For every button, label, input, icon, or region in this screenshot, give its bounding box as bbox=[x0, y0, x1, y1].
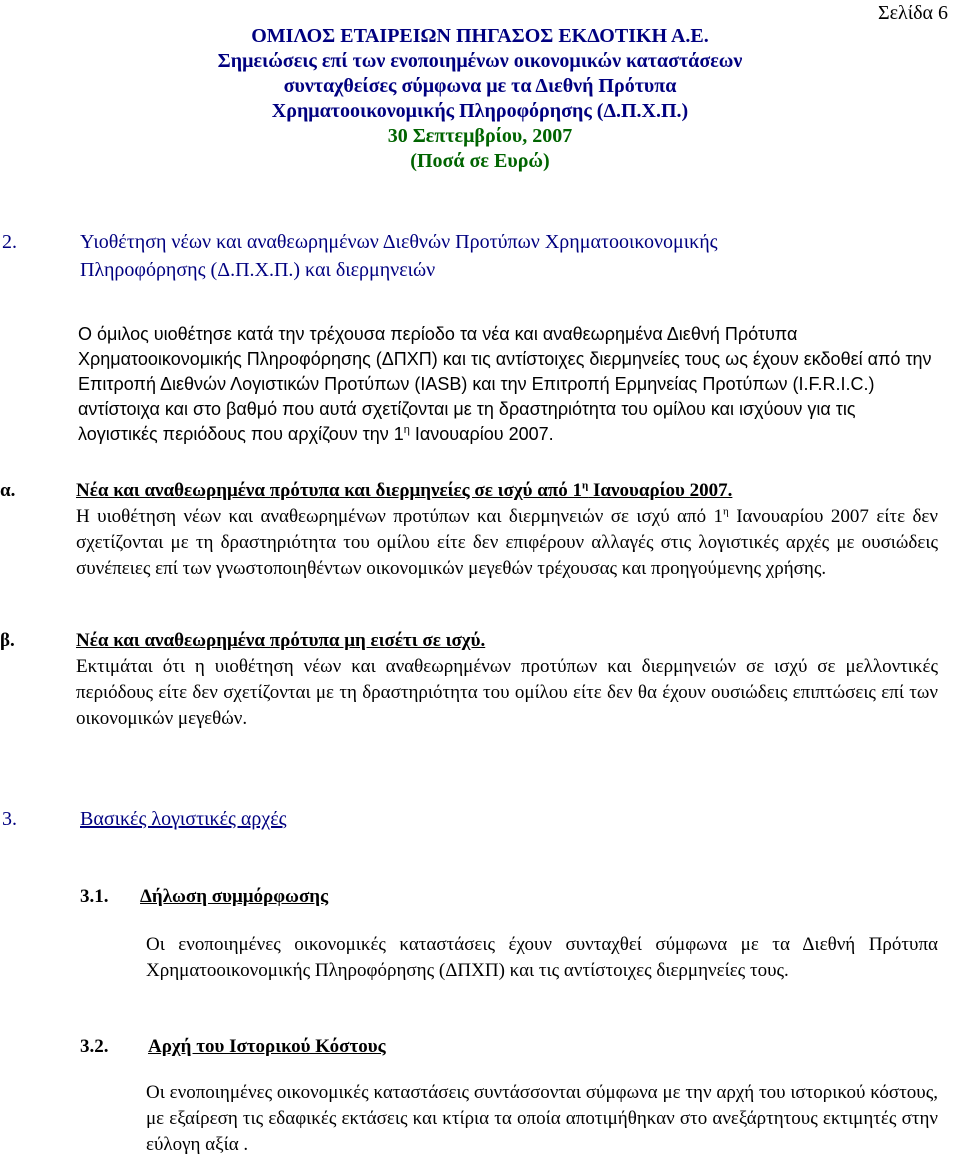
header-date: 30 Σεπτεμβρίου, 2007 bbox=[387, 125, 573, 147]
a-title-superscript: η bbox=[582, 479, 589, 492]
subsection-3-1-title: Δήλωση συμμόρφωσης bbox=[140, 886, 329, 907]
document-header bbox=[0, 24, 960, 174]
header-line-2: συνταχθείσες σύμφωνα με τα Διεθνή Πρότυπα bbox=[283, 75, 677, 97]
section-3-title bbox=[2, 805, 860, 833]
company-name: ΟΜΙΛΟΣ ΕΤΑΙΡΕΙΩΝ ΠΗΓΑΣΟΣ ΕΚΔΟΤΙΚΗ Α.Ε. bbox=[251, 25, 709, 47]
a-title-part-1: Νέα και αναθεωρημένα πρότυπα και διερμηνείες σε ισχύ από 1 bbox=[76, 480, 583, 501]
subsection-b-title: Νέα και αναθεωρημένα πρότυπα μη εισέτι σε ισχύ. bbox=[76, 630, 486, 651]
subsection-3-1-number: 3.1. bbox=[80, 886, 109, 907]
section-2-number: 2. bbox=[2, 231, 17, 253]
section-3-number: 3. bbox=[2, 808, 17, 830]
header-currency: (Ποσά σε Ευρώ) bbox=[410, 150, 550, 172]
intro-superscript: η bbox=[403, 424, 410, 436]
subsection-a-text bbox=[76, 504, 938, 582]
subsection-3-1-text: Οι ενοποιημένες οικονομικές καταστάσεις έχουν συνταχθεί σύμφωνα με τα Διεθνή Πρότυπα Χρηματοοικονομικής Πληροφόρησης (ΔΠΧΠ) και τις αντίστοιχες διερμηνείες τους. bbox=[146, 934, 938, 981]
section-2-title bbox=[2, 228, 860, 284]
subsection-b-label: β. bbox=[0, 630, 15, 651]
a-text-superscript: η bbox=[723, 505, 729, 518]
intro-text-part-2: Ιανουαρίου 2007. bbox=[409, 424, 554, 444]
section-3-title-text: Βασικές λογιστικές αρχές bbox=[80, 808, 287, 830]
section-2-intro bbox=[78, 322, 938, 447]
section-2-title-line-2: Πληροφόρησης (Δ.Π.Χ.Π.) και διερμηνειών bbox=[80, 259, 436, 281]
subsection-a-title bbox=[76, 478, 896, 504]
subsection-3-2-title: Αρχή του Ιστορικού Κόστους bbox=[148, 1036, 386, 1057]
a-title-part-2: Ιανουαρίου 2007. bbox=[588, 480, 733, 501]
intro-text-part-1: Ο όμιλος υιοθέτησε κατά την τρέχουσα περίοδο τα νέα και αναθεωρημένα Διεθνή Πρότυπα Χρηματοοικονομικής Πληροφόρησης (ΔΠΧΠ) και τις αντίστοιχες διερμηνείες τους ως έχουν εκδοθεί από την Επιτροπή Διεθνών Λογιστικών Προτύπων (IASB) και την Επιτροπή Ερμηνείας Προτύπων (I.F.R.I.C.) αντίστοιχα και στο βαθμό που αυτά σχετίζονται με τη δραστηριότητα του ομίλου και ισχύουν για τις λογιστικές περιόδους που αρχίζουν την 1 bbox=[78, 324, 932, 444]
subsection-3-2-text: Οι ενοποιημένες οικονομικές καταστάσεις συντάσσονται σύμφωνα με την αρχή του ιστορικού κόστους, με εξαίρεση τις εδαφικές εκτάσεις και κτίρια τα οποία αποτιμήθηκαν στο ανεξάρτητους εκτιμητές στην εύλογη αξία . bbox=[146, 1082, 938, 1155]
a-text-part-2: Ιανουαρίου 2007 είτε δεν σχετίζονται με τη δραστηριότητα του ομίλου είτε δεν επιφέρουν αλλαγές στις λογιστικές αρχές με ουσιώδεις συνέπειες επί των γνωστοποιηθέντων οικονομικών μεγεθών τρέχουσας και προηγούμενης χρήσης. bbox=[76, 506, 938, 579]
header-line-1: Σημειώσεις επί των ενοποιημένων οικονομικών καταστάσεων bbox=[217, 50, 743, 72]
page-number: Σελίδα 6 bbox=[877, 2, 948, 24]
subsection-3-2-number: 3.2. bbox=[80, 1036, 109, 1057]
header-line-3: Χρηματοοικονομικής Πληροφόρησης (Δ.Π.Χ.Π.) bbox=[271, 100, 689, 122]
section-2-title-line-1: Υιοθέτηση νέων και αναθεωρημένων Διεθνών Προτύπων Χρηματοοικονομικής bbox=[80, 231, 718, 253]
subsection-b-text: Εκτιμάται ότι η υιοθέτηση νέων και αναθεωρημένων προτύπων και διερμηνειών σε ισχύ σε μελλοντικές περιόδους είτε δεν σχετίζονται με τη δραστηριότητα του ομίλου είτε δεν θα έχουν ουσιώδεις επιπτώσεις επί των οικονομικών μεγεθών. bbox=[76, 656, 938, 729]
subsection-a-label: α. bbox=[0, 480, 16, 501]
a-text-part-1: Η υιοθέτηση νέων και αναθεωρημένων προτύπων και διερμηνειών σε ισχύ από 1 bbox=[76, 506, 724, 527]
